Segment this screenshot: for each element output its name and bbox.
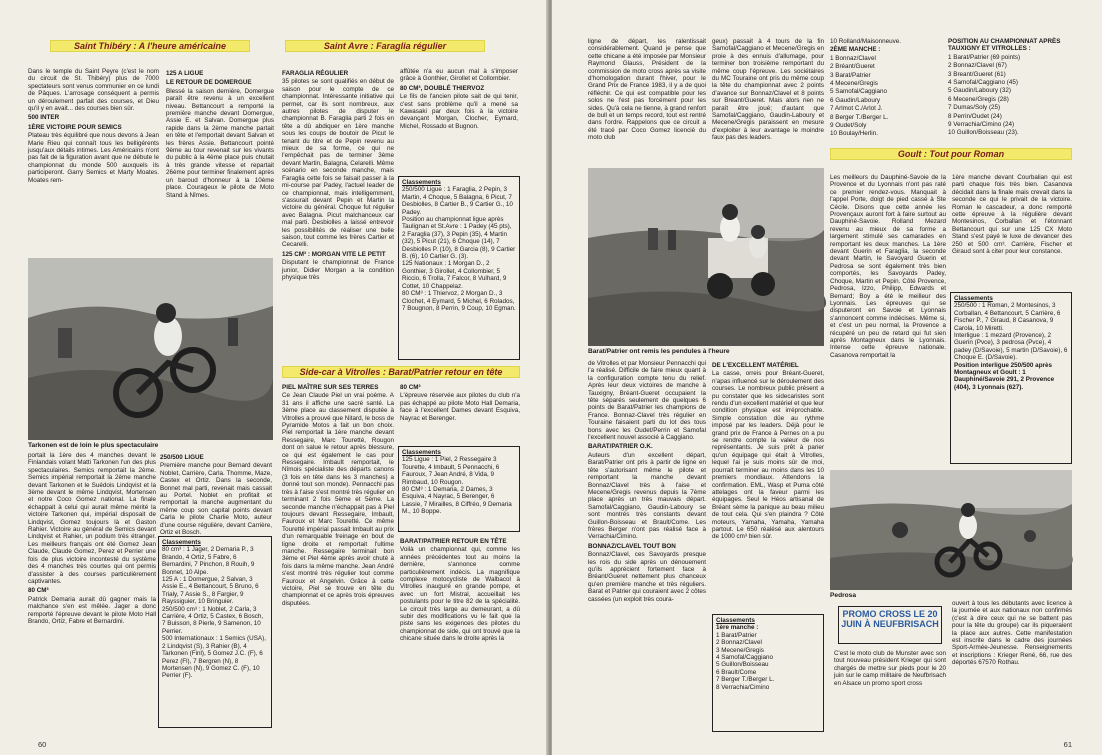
results-entry: 10 Boulay/Herlin.: [830, 130, 878, 138]
article-text: de Vitrolles et par Monsieur Pennacchi qui l'a réalisé. Difficile de faire mieux quant à la configuration compte tenu du relief. Après leur deux victoires de manche à Tauxigny, Bréant-Gueret occupaient la tête séparés seulement de quelques 6 points de Barat/Patrier les champions de France. Bonnaz-Clavel très régulier en Touraine faisaient parti du lot des tous bons avec les Oudet/Perrin et Samofal l'excellent nouvel associé à Caggiano.: [588, 360, 706, 442]
results-entry: 2 Bonnaz/Clavel: [716, 639, 762, 647]
article-text: Ce Jean Claude Piel un vrai poème. A 31 ans il affiche une sacré santé. La 3ème place au classement disputée à Vitrolles a prouvé que Nitard, le boss de Pyramide Motos a fait un bon choix. Piel remportait la 1ère manche devant Ressegaire, Marc Touretté, Rougon dont on salue le retour après blessure, ce qui est également le cas pour Ressegaire. Imbault remportait, le Nîmois spécialiste des départs canons (3 fois en tête dans les 3 manches) a donné tout son monde). Pennacchi pas très à l'aise s'est montré très régulier en terminant 2 fois 5ème et 5ème. La seconde manche n'échappait pas à Piel toujours devant Ressegaire, Imbault, Fauroux et Marc Touretté. Ce même Touretté impérial passait Imbault au prix d'un remarquable freinage en bout de ligne droite et remportait l'ultime manche. Ressegaire terminait bon 3ème et Piel 4ème après avoir chuté à fois dans la même manche. Jean André s'est montré très régulier tout comme Fauroux et Angelvin. Grâce à cette victoire, Piel se trouve en tête du championnat et ce après trois épreuves disputées.: [282, 392, 394, 607]
results-entry: 250/500 Ligue : 1 Faraglia, 2 Pepin, 3 Martin, 4 Choque, 5 Balagna, 6 Picut, 7 Desbiolles, 8 Cartier B., 9 Cartier G., 10 Padey.: [402, 186, 513, 216]
photo-image: [28, 258, 273, 440]
article-column: [588, 38, 706, 166]
article-column: [282, 68, 394, 360]
results-entry: 7 Berger T./Berger L.: [716, 676, 775, 684]
band-title: Side-car à Vitrolles : Barat/Patrier retour en tête: [299, 367, 503, 377]
results-entry: 4 Samofal/Caggiano: [716, 654, 774, 662]
left-page: [0, 0, 548, 755]
article-text: portait la 1ère des 4 manches devant le Finlandais volant Matti Tarkonen l'un des plus spectaculaires. Semics remportait la 2ème. Semics impérial remportait la 2ème manche devant Tarkonen et le Suédois Lindqvist et la 3ème devant le même Lindqvist, Mortensen et notre Coco Gomez national. La finale échappait à celui qui aurait même mérité la victoire Tarkonen qui, impérial disposait de Lindqvist, Gomez toujours là et Gaston Rahier. Victoire au général de Semics devant Lindqvist et Rahier, un podium très étranger. Les meilleurs français ont été Gomez Jean Claude, Claude Gomez, Perez et Perrier une fois de plus victoire incontesté du système des 4 manches très courtes qui ont permis d'assister à des courses particulièrement captivantes.: [28, 452, 156, 585]
results-entry: 5 Gaudin/Laboury (32): [948, 87, 1012, 95]
article-text: Blessé la saison dernière, Domergue paraît être revenu à un excellent niveau. Bettancourt a remporté la première manche devant Domergue, Assie E. et Salvan. Domergue plus rapide dans la 2ème manche partait en tête et l'emportait devant Salvan et les frères Assie. Bettancourt pointé 9ème au tour revenait sur les vivants du public à la 4ème place puis chutait à très grande vitesse et repartait 26ème pour terminer finalement après un baroud d'honneur à la 10ème place. Courageux le pilote de Moto Stand à Nîmes.: [166, 87, 274, 199]
results-entry: 500 Internationaux : 1 Semics (USA), 2 Lindqvist (S), 3 Rahier (B), 4 Tarkonen (Finl), 5 Gomez J.C. (F), 6 Perez (Fl), 7 Bergren (N), 8 Mortensen (N), 9 Gomez C. (F), 10 Perrier (F).: [162, 635, 266, 680]
results-subheading: POSITION AU CHAMPIONNAT APRÈS TAUXIGNY ET VITROLLES :: [948, 38, 1061, 53]
article-subheading: 80 CM³: [28, 587, 49, 595]
photo-motocross-rider: [28, 258, 273, 440]
article-subheading: 125 A LIGUE: [166, 70, 204, 77]
article-column: [28, 68, 159, 256]
results-title: Classements: [716, 617, 755, 624]
article-subheading: DE L'EXCELLENT MATÉRIEL: [712, 362, 799, 369]
results-entry: 250/500 : 1 Roman, 2 Montesinos, 3 Corballan, 4 Bettancourt, 5 Carrière, 6 Fischer P., 7 Giraud, 8 Casanova, 9 Carola, 10 Miretti.: [954, 302, 1061, 332]
results-title: Classements: [402, 179, 441, 186]
band-title: Goult : Tout pour Roman: [897, 149, 1005, 159]
article-text: Patrick Demaria aurait dû gagner mais la malchance s'en est mêlée. Jager a donc remporté l'épreuve devant le pilote Moto Hall Brando, Ortiz, Fabre et Bernardini.: [28, 595, 156, 625]
article-column: [712, 360, 824, 612]
results-entry: 1 Barat/Patrier (69 points): [948, 53, 1021, 61]
results-entry: Interligue : 1 mezard (Provence), 2 Guerin (Pvce), 3 pedrosa (Pvce), 4 padey (D/Savoie), 5 martin (D/Savoie), 6 Choque E. (D/Savoie).: [954, 332, 1068, 362]
article-subheading: BARAT/PATRIER RETOUR EN TÊTE: [400, 538, 507, 545]
article-text: ligne de départ, les ralentissait considérablement. Quand je pense que cette chicane a été imposée par Monsieur Raymond Glauss, Président de la commission de moto cross après sa visite d'homologation durant l'hiver, pour le Grand Prix de France 1983, il y a de quoi réfléchir. Ce qui est compatible pour les solos ne l'est pas forcément pour les sides. Qu'à cela ne tienne, à grand renfort de bull et un temps record, tout est rentré dans l'ordre. Rappelons que ce circuit a été tracé par Coco Gomez licencié du moto club: [588, 38, 706, 142]
article-subheading: PIEL MAÎTRE SUR SES TERRES: [282, 384, 379, 391]
photo-pedrosa: [830, 470, 1072, 590]
article-column: [400, 382, 520, 444]
results-entry: 80 cm³ : 1 Jager, 2 Demaria P., 3 Brando, 4 Ortiz, 5 Fabre, 6 Bernardini, 7 Pinchon, 8 Rouih, 9 Bonnet, 10 Alpe.: [162, 546, 255, 576]
article-column: [952, 600, 1072, 732]
results-box: [950, 292, 1072, 464]
article-column: [400, 68, 518, 176]
results-entry: 3 Barat/Patrier: [830, 71, 871, 79]
results-entry: Position interligue 250/500 après Montagneux et Goult : 1 Dauphiné/Savoie 291, 2 Provence (404), 3 Lyonnais (627).: [954, 361, 1055, 391]
photo-sidecar-race: [588, 168, 824, 346]
article-text: L'épreuve réservée aux pilotes du club n'a pas échappé au pilote Moto Hall Demaria, face à l'excellent Dames devant Esquiva, Nayrac et Berenger.: [400, 392, 520, 422]
article-subheading: 500 INTER: [28, 114, 60, 122]
results-entry: 6 Gaudin/Laboury: [830, 96, 881, 104]
results-entry: 10 Guillon/Boisseau (23).: [948, 129, 1019, 137]
article-subheading: 125 CM³ : MORGAN VITE LE PETIT: [282, 250, 386, 258]
results-entry: 2 Bonnaz/Clavel (67): [948, 62, 1007, 70]
section-band-saint-thibery: [50, 40, 250, 52]
article-column: [28, 452, 156, 732]
results-entry: 2 Bréant/Gueret: [830, 63, 875, 71]
article-text: affûtée n'a eu aucun mal à s'imposer grâce à Gonthier, Girollet et Collombier.: [400, 68, 518, 83]
photo-image: [830, 470, 1072, 590]
results-entry: 6 Mecene/Gregis (28): [948, 95, 1009, 103]
results-list: [948, 38, 1072, 142]
results-box: [398, 176, 520, 360]
article-subheading: LE RETOUR DE DOMERGUE: [166, 79, 252, 87]
article-column: [166, 68, 274, 256]
article-column: [830, 174, 946, 466]
results-box: [712, 614, 824, 732]
results-entry: 9 Oudet/Soly: [830, 122, 867, 130]
article-text: Les meilleurs du Dauphiné-Savoie de la Provence et du Lyonnais n'ont pas raté ce premier rendez-vous. Manquait à l'appel Porte, doigt de pied cassé à Ste Cécile. Disons que cette année les Provençaux auront fort à faire surtout au Dauphiné-Savoie. Rolland Mezard revenu au mieux de sa forme a largement stimulé ses camarades en remportant les deux manches. La 1ère devant Guerin et Faraglia, la seconde devant Martin, le Savoyard Guerin et Pedrosa se sont également très bien comportés, les Savoyards Padey, Choque, Martin et Pepin. Côté Provence, Pedrosa, Izzo, Philipp, Edwards et Bernard; Boy a été le meilleur des Lyonnais. Les épreuves qui se disputeront en Savoie et Lyonnais s'annoncent comme indécises. Même si, et c'est un peu normal, la Provence a récupéré un peu de retard qui fut sien après Montagneux dans le Lyonnais. Intense cette épreuve nationale. Casanova remportait la: [830, 174, 946, 359]
results-entry: 7 Arlmot C./Arlot J.: [830, 105, 883, 113]
results-box: [398, 446, 520, 532]
results-entry: 9 Verrachia/Cimino (24): [948, 121, 1015, 129]
results-entry: 7 Dumas/Soly (25): [948, 104, 1001, 112]
results-list: [830, 38, 942, 142]
article-text: Voilà un championnat qui, comme les années précédentes tout au moins la dernière, s'annonce comme particulièrement indécis. La magnifique complexe motocycliste de Walbacol à Vitrolles inauguré en grande pompe, et avec un fort Mistral, accueillait les postulants pour le titre 82 de la spécialité. Le circuit très large au demeurant, a dû subir des modifications vu le fait que la piste sans les exigences des pilotes du championnat de side, qui ont trouvé que la chicane située dans le droite après la: [400, 546, 520, 643]
article-text: Plateau très équilibré que nous devons à Jean Marie Rieu qui connaît tous les belligérents jusqu'aux détails intimes. Les Américains n'ont pas fait de la figuration avant que ne débute le championnat du monde 500 auxquels ils participeront. Garry Semics et Marty Moates. Moates rem-: [28, 132, 159, 184]
article-text: ouvert à tous les débutants avec licence à la journée et aux nationaux non confirmés (c'est à dire ceux qui ne se battent pas pour la tête du groupe) car ils piqueraient la place aux autres. Cette manifestation est inscrite dans le cadre des journées Sport-Armée-Jeunesse. Renseignements et inscriptions : Krieger René, 66, rue des déportés 67570 Rothau.: [952, 600, 1072, 667]
section-band-vitrolles: [282, 366, 520, 378]
article-subheading: FARAGLIA RÉGULIER: [282, 70, 349, 77]
article-text: La casse, orreis pour Bréant-Gueret, n'apas influencé sur le déroulement des courses. Le nombreux public présent a pu constater que les sidecaristes sont rendu d'un excellent matériel et que leur condition physique est irréprochable. Simple constation dûe au rythme imposé par les leaders. Déjà pour le grand prix de France à Pernes on a pu se rendre compte la valeur de nos représentants. Je suis prêt à parier qu'un équipage qui était à Vitrolles, lequel l'ai je suis moins sûr de moi, pourrait terminer au moins dans les 10 premiers mondiaux. Attendons la confirmation. EML, Wasp et Puma côté attelages ont la faveur parmi les équipages. Seul le Héos artisanal de Bréant sème la panique au beau milieu de tout cela. Qui s'en plaindra ? Côté moteurs, Yamaha, Yamaha, Yamaha partout. Le 650 réalésé aux alentours de 1000 cm³ bien sûr.: [712, 370, 824, 541]
article-column: [160, 452, 272, 537]
photo-caption: Barat/Patrier ont remis les pendules à l'heure: [588, 348, 730, 355]
article-column: [952, 174, 1072, 290]
page-number: 60: [38, 740, 47, 749]
article-column: [834, 650, 946, 732]
band-title: Saint Avre : Faraglia régulier: [323, 41, 447, 51]
results-entry: 5 Guillon/Boisseau: [716, 661, 769, 669]
results-title: Classements: [402, 449, 441, 456]
results-entry: 5 Samofal/Caggiano: [830, 88, 888, 96]
article-text: geux) passait à 4 tours de la fin Samofal/Caggiano et Mecene/Gregis en proie à des ennuis d'allumage, pour terminer bon troisième remportant du même coup l'épreuve. Les sociétaires du MC Touraine ont pris du même coup la tête du championnat avec 2 points d'avance sur Bonnaz/Clavel et 8 points sur Breant/Gueret. Mais alors rien ne paraît être joué; d'autant que Samofal/Caggiano, Gaudin-Laboury et Mecene/Gregis paraissent en mesure d'exploiter à leur avantage le moindre faux pas des leaders.: [712, 38, 825, 142]
results-entry: 3 Mecene/Gregis: [716, 646, 764, 654]
section-band-goult: [830, 148, 1072, 160]
results-entry: 3 Breant/Gueret (61): [948, 70, 1006, 78]
photo-image: [588, 168, 824, 346]
results-entry: 8 Perrin/Oudet (24): [948, 112, 1002, 120]
results-entry: 4 Samofal/Caggiano (45): [948, 79, 1019, 87]
article-text: Disputant le championnat de France junior, Didier Morgan a la condition physique très: [282, 259, 394, 281]
results-entry: 10 Rolland/Maisonneuve.: [830, 38, 902, 45]
section-band-saint-avre: [285, 40, 485, 52]
results-entry: Position au championnat ligue après Taulignan et St.Avre : 1 Padey (45 pts), 2 Faraglia (37), 3 Pepin (35), 4 Martin (32), 5 Picut (21), 6 Choque (14), 7 Desbiolles P. (10), 8 Garcia (8), 9 Cartier B. (6), 10 Cartier G. (3).: [402, 216, 516, 261]
results-entry: 125 Nationaux : 1 Morgan D., 2 Gonthier, 3 Girollet, 4 Collombier, 5 Riccio, 6 Trolla, 7 Falcor, 8 Vulhard, 9 Cottet, 10 Chappelaz.: [402, 260, 507, 290]
article-text: Auteurs d'un excellent départ, Barat/Patrier ont pris à partir de ligne en tête s'autorisant même le pilote et remportant la manche devant Bonnaz/Clavel très à l'aise et Mecene/Gregis revenus depuis la 7ème place après un très mauvais départ. Samofal/Caggiano, Gaudin-Laboury se sont montrés très constants devant Guillon-Boisseau et Brault/Come. Les frères Berger n'ont pas réalisé face à Verrachia/Cimino.: [588, 451, 706, 541]
results-entry: 80 CM³ : 1 Demaria, 2 Dames, 3 Esquiva, 4 Nayrac, 5 Berenger, 6 Lassie, 7 Mirailles, 8 Ciffréo, 9 Demaria M., 10 Boppe.: [402, 486, 512, 516]
results-entry: 8 Verrachia/Cimino: [716, 683, 770, 691]
results-entry: 4 Mecene/Gregis: [830, 80, 878, 88]
band-title: Saint Thibéry : A l'heure américaine: [73, 41, 227, 51]
article-column: [400, 536, 520, 730]
article-subheading: BONNAZ/CLAVEL TOUT BON: [588, 542, 676, 550]
article-subheading: 80 CM³: [400, 384, 421, 391]
results-entry: 250/500 cm³ : 1 Noblet, 2 Carla, 3 Carrière, 4 Ortiz, 5 Castex, 6 Bosch, 7 Buisson, 8 Pierle, 9 Samenon, 10 Perrier.: [162, 605, 264, 635]
article-column: [712, 38, 824, 166]
article-column: [588, 360, 706, 732]
results-subheading: 1ère manche :: [716, 624, 759, 632]
article-text: Le fils de l'ancien pilote sait de qui tenir, c'est sans problème qu'il a mené sa Kawasaki par deux fois à la victoire devançant Morgan, Clocher, Eymard, Michel, Rossado et Bugnon.: [400, 93, 518, 130]
article-text: 1ère manche devant Courbalian qui est parti chaque fois très bien. Casanova décidait dans la finale mais crevait dans la seconde ce qui le privait de la victoire. Roman le cascadeur, a donc remporté cette épreuve à la régulière devant Montesinos, Corballan et l'étonnant Bettancourt qui sur une 125 CX Moto Stand s'est payé le luxe de devancer des 250 et 500 cm³. Carrière, Fischer et Giraud sont à citer pour leur constance.: [952, 174, 1072, 256]
article-subheading: 250/500 LIGUE: [160, 454, 204, 461]
right-page: [552, 0, 1102, 755]
article-text: 35 pilotes se sont qualifiés en début de saison pour le compte de ce championnat. Intéressante initiative qui permet, car ils sont nombreux, aux autres pilotes de disputer le championnat B. Faraglia parti 2 fois en tête a dû abdiquer en 1ère manche sous les coups de boutoir de Picut le tenant du titre et de Pepin revenu au mieux de sa forme, ce qui ne l'empêchait pas de terminer 3ème devant Martin, Balagna, Celarelli. Même scénario en seconde manche, mais Faraglia cette fois se faisait passer à la mi-course par Padey, l'actuel leader de ce championnat, mais intelligemment, s'assurait devant Pepin et Martin la victoire du général. Choque fut régulier avec Balagna. Picut malchanceux car mal parti. Desbiolles a laissé entrevoir les possibilités de réaliser une belle saison, tout comme les frères Cartier et Cecarelli.: [282, 78, 394, 249]
article-subheading: 80 CM³, DOUBLÉ THIERVOZ: [400, 84, 485, 92]
article-subheading: BARAT/PATRIER O.K.: [588, 443, 653, 451]
article-column: [282, 382, 394, 730]
results-entry: 125 A : 1 Domergue, 2 Salvan, 3 Assie E., 4 Bettancourt, 5 Bruno, 6 Trialy, 7 Assie S., 8 Fargier, 9 Rayssiguier, 10 Bringuier.: [162, 576, 259, 606]
promo-title: PROMO CROSS LE 20 JUIN À NEUFBRISACH: [841, 609, 939, 629]
photo-caption: Pedrosa: [830, 592, 857, 599]
results-entry: 6 Brault/Come: [716, 668, 757, 676]
page-number: 61: [1063, 740, 1072, 749]
results-title: Classements: [162, 539, 201, 546]
article-text: Première manche pour Bernard devant Noblet, Carrière, Carla. Thomme, Maze, Castex et Ortiz. Dans la seconde, Bonnet mal parti, revenait mais cassait au Portel. Noblet en profitait et remportait la manche augmentant du même coup son capital points devant Carla le pilote Charlie Moto, auteur d'une course régulière, devant Carrière, Ortiz et Bosch.: [160, 462, 272, 537]
results-entry: 125 Ligue : 1 Piel, 2 Ressegaire 3 Tourette, 4 Imbault, 5 Pennacchi, 6 Fauroux, 7 Jean André, 8 Vida, 9 Rimbaud, 10 Rougon.: [402, 456, 500, 486]
results-title: Classements: [954, 295, 993, 302]
photo-caption: Tarkonen est de loin le plus spectaculaire: [28, 442, 159, 449]
results-box: [158, 536, 272, 728]
article-text: C'est le moto club de Munster avec son tout nouveau président Krieger qui sont chargés de mettre sur pieds pour le 20 juin sur le camp militaire de Neufbrisach en Alsace un promo sport cross: [834, 650, 946, 687]
results-entry: 8 Berger T./Berger L.: [830, 113, 889, 121]
article-text: Dans le temple du Saint Peyre (c'est le nom du circuit de St. Thibéry) plus de 7000 spectateurs sont venus communier en ce lundi de Pâques. L'arrosage conséquent a permis un déroulement parfait des courses, et Dieu qu'il y en avait... des courses bien sûr.: [28, 68, 159, 113]
results-entry: 80 CM³ : 1 Thiervoz, 2 Morgan D., 3 Clochet, 4 Eymard, 5 Michel, 6 Rolados, 7 Bougnon, 8 Perrin, 9 Coup, 10 Egman.: [402, 290, 516, 312]
promo-cross-heading: [838, 606, 942, 644]
results-entry: 1 Bonnaz/Clavel: [830, 54, 876, 62]
article-text: Bonnaz/Clavel, ces Savoyards presque les rois du side après un dénouement qu'ils apprécient fortement face à Bréant/Gueret nettement plus chanceux qu'en première manche et très réguliers. Barat et Patrier qui couraient avec 2 côtes cassées (un exploit très coura-: [588, 551, 706, 603]
results-entry: 1 Barat/Patrier: [716, 631, 757, 639]
results-subheading: 2ÈME MANCHE :: [830, 46, 881, 54]
article-subheading: 1ÈRE VICTOIRE POUR SEMICS: [28, 123, 122, 131]
